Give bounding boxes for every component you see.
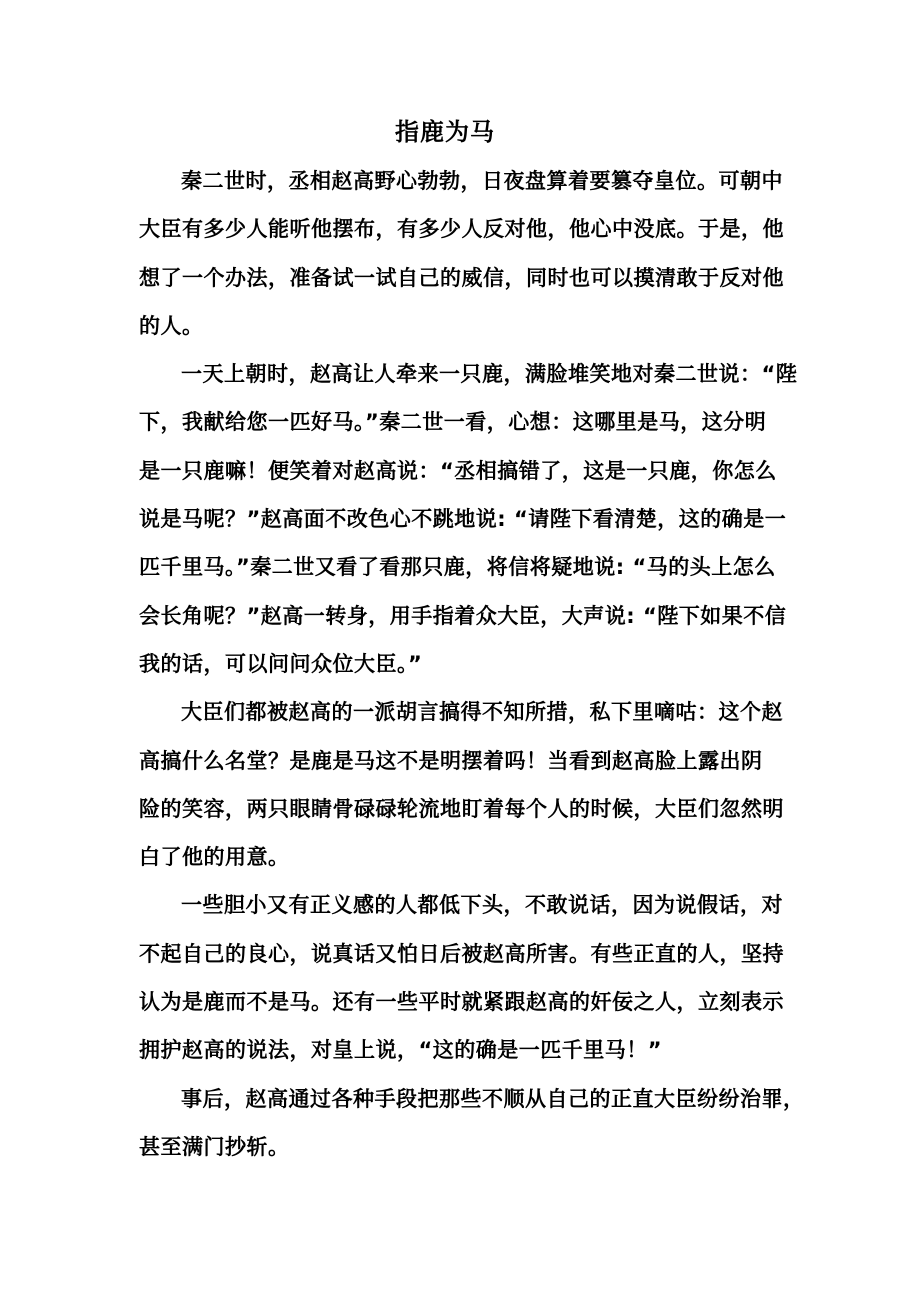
document-body [139, 160, 819, 1174]
text-line: 一天上朝时，赵高让人牵来一只鹿，满脸堆笑地对秦二世说：“陛 [181, 362, 798, 387]
text-line: 会长角呢？”赵高一转身，用手指着众大臣，大声说: “陛下如果不信 [139, 603, 787, 628]
text-line: 不起自己的良心，说真话又怕日后被赵高所害。有些正直的人，坚持 [139, 941, 784, 966]
text-line: 白了他的用意。 [139, 845, 290, 870]
text-line: 甚至满门抄斩。 [139, 1134, 290, 1159]
text-line: 一些胆小又有正义感的人都低下头，不敢说话，因为说假话，对 [181, 893, 783, 918]
text-line: 我的话，可以问问众位大臣。” [139, 651, 423, 676]
text-line: 下，我献给您一匹好马。”秦二世一看，心想：这哪里是马，这分明 [139, 410, 767, 435]
text-line: 大臣有多少人能听他摆布，有多少人反对他，他心中没底。于是，他 [139, 217, 784, 242]
text-line: 大臣们都被赵高的一派胡言搞得不知所措，私下里嘀咕：这个赵 [181, 700, 783, 725]
text-line: 匹千里马。”秦二世又看了看那只鹿，将信将疑地说: “马的头上怎么 [139, 555, 776, 580]
text-line: 是一只鹿嘛！便笑着对赵高说：“丞相搞错了，这是一只鹿，你怎么 [139, 458, 777, 483]
text-line: 拥护赵高的说法，对皇上说，“这的确是一匹千里马！” [139, 1038, 663, 1063]
text-line: 的人。 [139, 313, 204, 338]
text-line: 认为是鹿而不是马。还有一些平时就紧跟赵高的奸佞之人，立刻表示 [139, 990, 784, 1015]
text-line: 说是马呢？”赵高面不改色心不跳地说: “请陛下看清楚，这的确是一 [139, 507, 787, 532]
text-line: 高搞什么名堂？是鹿是马这不是明摆着吗！当看到赵高脸上露出阴 [139, 748, 763, 773]
text-line: 事后，赵高通过各种手段把那些不顺从自己的正直大臣纷纷治罪， [181, 1086, 805, 1111]
text-line: 险的笑容，两只眼睛骨碌碌轮流地盯着每个人的时候，大臣们忽然明 [139, 796, 784, 821]
document-title: 指鹿为马 [395, 118, 495, 146]
text-line: 秦二世时，丞相赵高野心勃勃，日夜盘算着要篡夺皇位。可朝中 [181, 169, 783, 193]
text-line: 想了一个办法，准备试一试自己的威信，同时也可以摸清敢于反对他 [139, 265, 784, 290]
